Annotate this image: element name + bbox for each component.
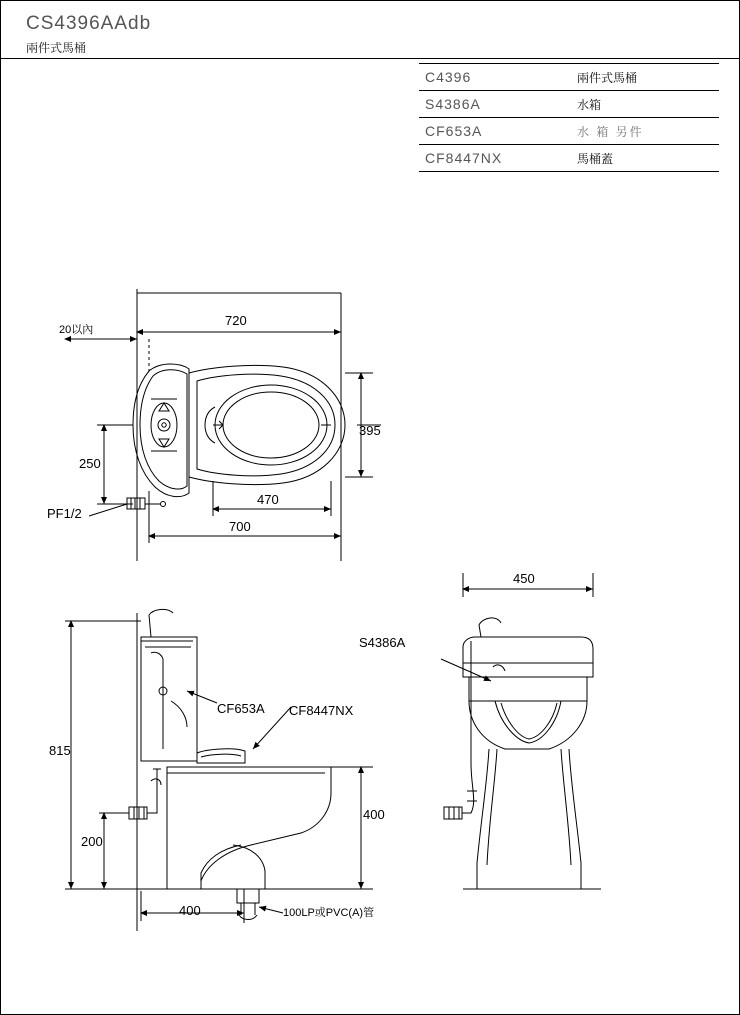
part-code: CF653A	[419, 118, 571, 145]
dim-label-wall-clearance: 20以內	[59, 324, 94, 336]
leader-pf12	[89, 504, 127, 516]
dim-label-815: 815	[49, 743, 71, 758]
label-s4386a: S4386A	[359, 635, 406, 650]
label-outlet-pipe: 100LP或PVC(A)管	[283, 907, 375, 919]
label-cf8447nx: CF8447NX	[289, 703, 354, 718]
drawing-canvas	[1, 1, 740, 1015]
dim-label-400-height: 400	[363, 807, 385, 822]
part-desc: 兩件式馬桶	[571, 64, 719, 91]
dim-label-470: 470	[257, 492, 279, 507]
bowl-front-outline	[469, 701, 587, 889]
part-desc: 水 箱 另件	[571, 118, 719, 145]
tank-top-outline	[133, 364, 189, 497]
leader-outlet-pipe	[259, 907, 283, 913]
dim-label-200: 200	[81, 834, 103, 849]
part-desc: 馬桶蓋	[571, 145, 719, 172]
part-desc: 水箱	[571, 91, 719, 118]
tank-side-outline	[141, 609, 197, 761]
dim-label-720: 720	[225, 313, 247, 328]
product-name: 兩件式馬桶	[26, 41, 87, 55]
part-code: CF8447NX	[419, 145, 571, 172]
label-pf12: PF1/2	[47, 506, 82, 521]
page-title: CS4396AAdb	[26, 13, 152, 34]
bowl-top-outline	[189, 365, 345, 484]
part-code: S4386A	[419, 91, 571, 118]
leader-cf653a	[187, 691, 217, 703]
part-code: C4396	[419, 64, 571, 91]
tank-front-outline	[463, 618, 593, 701]
label-cf653a: CF653A	[217, 701, 265, 716]
bowl-side-outline	[167, 749, 331, 920]
dim-label-700: 700	[229, 519, 251, 534]
leader-s4386a	[441, 659, 491, 681]
outlet-flange	[237, 889, 259, 903]
dim-label-400-roughin: 400	[179, 903, 201, 918]
water-inlet-side	[129, 769, 161, 819]
dim-label-450: 450	[513, 571, 535, 586]
dim-label-395: 395	[359, 423, 381, 438]
dim-label-250: 250	[79, 456, 101, 471]
